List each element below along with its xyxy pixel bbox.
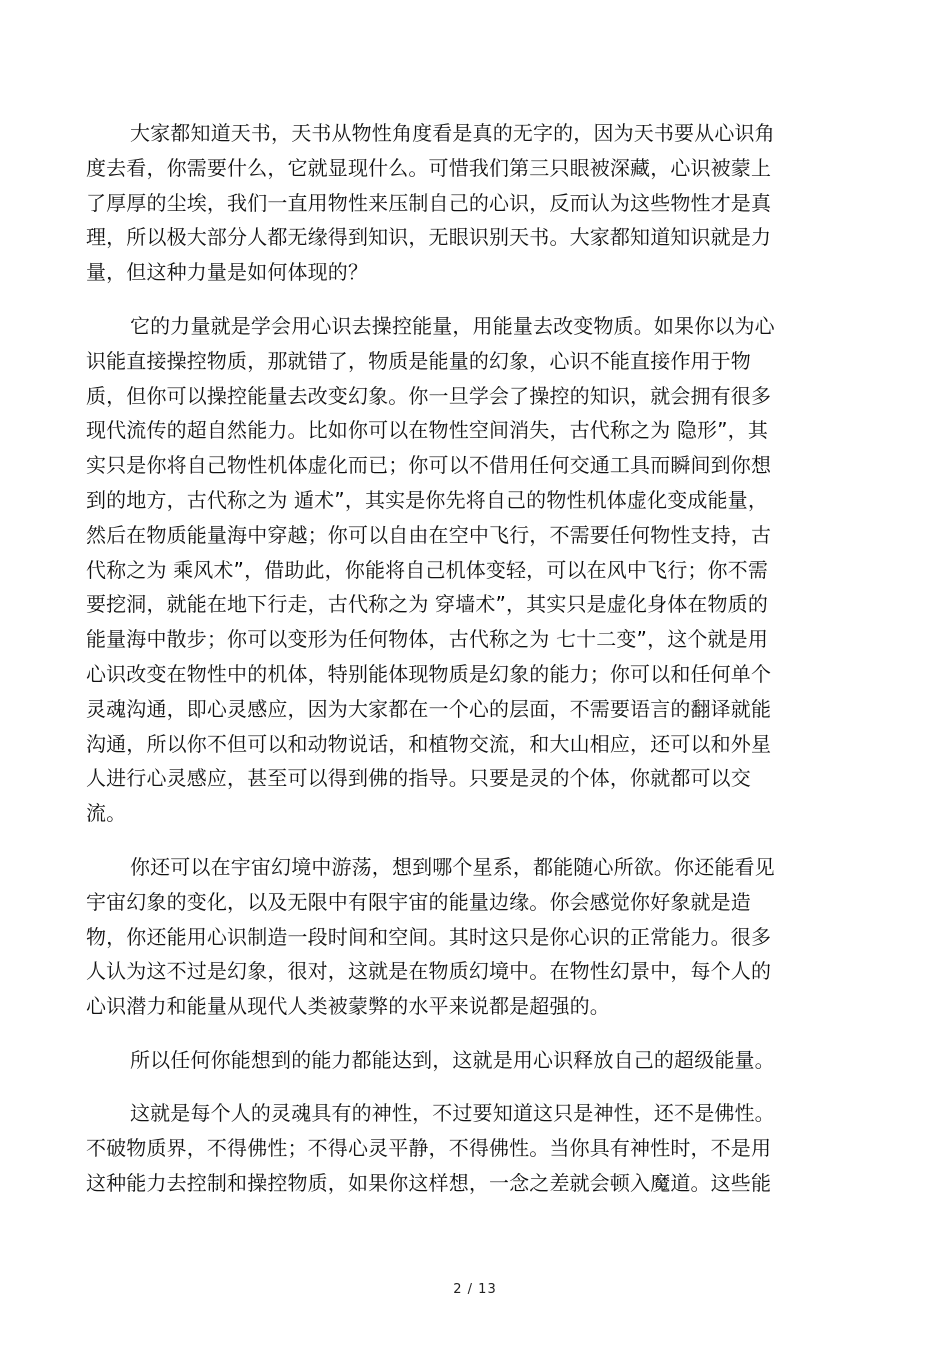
text-line: 识能直接操控物质，那就错了，物质是能量的幻象，心识不能直接作用于物 [86, 348, 751, 373]
text-line: 代称之为 乘风术”，借助此，你能将自己机体变轻，可以在风中飞行；你不需 [86, 557, 768, 582]
text-line: 了厚厚的尘埃，我们一直用物性来压制自己的心识，反而认为这些物性才是真 [86, 190, 772, 215]
text-line: 人认为这不过是幻象，很对，这就是在物质幻境中。在物性幻景中，每个人的 [86, 959, 772, 984]
text-line: 这种能力去控制和操控物质，如果你这样想，一念之差就会顿入魔道。这些能 [86, 1170, 772, 1195]
page-number: 2 / 13 [453, 1282, 497, 1297]
text-line: 不破物质界，不得佛性；不得心灵平静，不得佛性。当你具有神性时，不是用 [86, 1135, 772, 1160]
text-line: 能量海中散步；你可以变形为任何物体，古代称之为 七十二变”，这个就是用 [86, 627, 768, 652]
paragraph [86, 1043, 856, 1078]
text-line: 现代流传的超自然能力。比如你可以在物性空间消失，古代称之为 隐形”，其 [86, 418, 768, 443]
text-line: 度去看，你需要什么，它就显现什么。可惜我们第三只眼被深藏，心识被蒙上 [86, 155, 772, 180]
text-line: 物，你还能用心识制造一段时间和空间。其时这只是你心识的正常能力。很多 [86, 924, 772, 949]
text-line: 它的力量就是学会用心识去操控能量，用能量去改变物质。如果你以为心 [130, 314, 775, 338]
text-line: 大家都知道天书，天书从物性角度看是真的无字的，因为天书要从心识角 [130, 121, 775, 145]
text-line: 人进行心灵感应，甚至可以得到佛的指导。只要是灵的个体，你就都可以交 [86, 766, 751, 791]
paragraph [86, 850, 856, 1024]
text-line: 量，但这种力量是如何体现的？ [86, 260, 369, 285]
text-line: 到的地方，古代称之为 遁术”，其实是你先将自己的物性机体虚化变成能量， [86, 487, 768, 512]
text-line: 灵魂沟通，即心灵感应，因为大家都在一个心的层面，不需要语言的翻译就能 [86, 696, 772, 721]
text-line: 流。 [86, 801, 127, 826]
text-line: 质，但你可以操控能量去改变幻象。你一旦学会了操控的知识，就会拥有很多 [86, 383, 772, 408]
text-line: 心识改变在物性中的机体，特别能体现物质是幻象的能力；你可以和任何单个 [86, 661, 772, 686]
text-line: 这就是每个人的灵魂具有的神性，不过要知道这只是神性，还不是佛性。 [130, 1101, 775, 1125]
text-line: 然后在物质能量海中穿越；你可以自由在空中飞行，不需要任何物性支持，古 [86, 522, 772, 547]
paragraph [86, 309, 856, 831]
text-line: 理，所以极大部分人都无缘得到知识，无眼识别天书。大家都知道知识就是力 [86, 225, 772, 250]
paragraph [86, 1096, 856, 1200]
paragraph [86, 116, 856, 290]
text-line: 宇宙幻象的变化，以及无限中有限宇宙的能量边缘。你会感觉你好象就是造 [86, 889, 751, 914]
text-line: 沟通，所以你不但可以和动物说话，和植物交流，和大山相应，还可以和外星 [86, 731, 772, 756]
text-line: 心识潜力和能量从现代人类被蒙弊的水平来说都是超强的。 [86, 994, 610, 1019]
text-line: 实只是你将自己物性机体虚化而已；你可以不借用任何交通工具而瞬间到你想 [86, 453, 772, 478]
text-line: 要挖洞，就能在地下行走，古代称之为 穿墙术”，其实只是虚化身体在物质的 [86, 592, 768, 617]
text-line: 所以任何你能想到的能力都能达到，这就是用心识释放自己的超级能量。 [130, 1048, 775, 1072]
text-line: 你还可以在宇宙幻境中游荡，想到哪个星系，都能随心所欲。你还能看见 [130, 855, 775, 879]
